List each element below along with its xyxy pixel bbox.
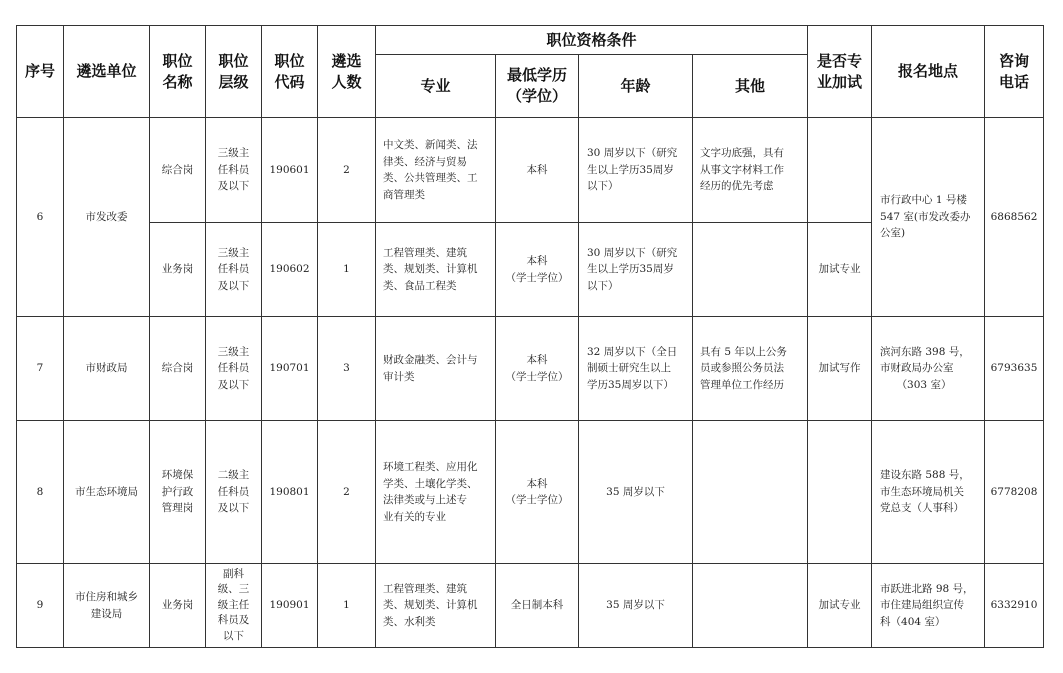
cell-registration-place: 市行政中心 1 号楼 547 室(市发改委办 公室): [872, 118, 985, 317]
cell-major: 财政金融类、会计与 审计类: [376, 317, 496, 421]
header-qualifications: 职位资格条件: [376, 26, 808, 55]
table-row: [17, 564, 1044, 648]
cell-other: 具有 5 年以上公务 员或参照公务员法 管理单位工作经历: [693, 317, 808, 421]
table-row: [17, 118, 1044, 223]
header-age: 年龄: [579, 55, 693, 118]
cell-major: 环境工程类、应用化 学类、土壤化学类、 法律类或与上述专 业有关的专业: [376, 421, 496, 564]
header-min-education: 最低学历 （学位）: [496, 55, 579, 118]
cell-position-name: 综合岗: [150, 317, 206, 421]
header-position-level: 职位 层级: [206, 26, 262, 118]
cell-education: 本科: [496, 118, 579, 223]
cell-unit: 市生态环境局: [64, 421, 150, 564]
header-position-name: 职位 名称: [150, 26, 206, 118]
header-registration-place: 报名地点: [872, 26, 985, 118]
cell-unit: 市财政局: [64, 317, 150, 421]
header-major: 专业: [376, 55, 496, 118]
cell-headcount: 2: [318, 421, 376, 564]
cell-education: 本科 （学士学位）: [496, 421, 579, 564]
cell-education: 全日制本科: [496, 564, 579, 648]
header-position-code: 职位 代码: [262, 26, 318, 118]
cell-other: [693, 421, 808, 564]
cell-position-level: 三级主 任科员 及以下: [206, 317, 262, 421]
cell-extra-exam: 加试写作: [808, 317, 872, 421]
cell-age: 30 周岁以下（研究 生以上学历35周岁 以下）: [579, 223, 693, 317]
cell-registration-place: 建设东路 588 号， 市生态环境局机关 党总支（人事科）: [872, 421, 985, 564]
cell-age: 32 周岁以下（全日 制硕士研究生以上 学历35周岁以下）: [579, 317, 693, 421]
cell-extra-exam: 加试专业: [808, 564, 872, 648]
cell-age: 30 周岁以下（研究 生以上学历35周岁 以下）: [579, 118, 693, 223]
cell-phone: 6332910: [985, 564, 1044, 648]
cell-other: [693, 564, 808, 648]
cell-extra-exam: [808, 421, 872, 564]
cell-phone: 6793635: [985, 317, 1044, 421]
cell-position-code: 190602: [262, 223, 318, 317]
table-row: [17, 421, 1044, 564]
cell-index: 7: [17, 317, 64, 421]
cell-position-name: 业务岗: [150, 564, 206, 648]
table-row: [17, 317, 1044, 421]
header-extra-exam: 是否专 业加试: [808, 26, 872, 118]
cell-unit: 市住房和城乡 建设局: [64, 564, 150, 648]
cell-age: 35 周岁以下: [579, 421, 693, 564]
cell-index: 6: [17, 118, 64, 317]
cell-position-level: 副科 级、三 级主任 科员及 以下: [206, 564, 262, 648]
cell-age: 35 周岁以下: [579, 564, 693, 648]
cell-unit: 市发改委: [64, 118, 150, 317]
header-phone: 咨询 电话: [985, 26, 1044, 118]
cell-position-code: 190601: [262, 118, 318, 223]
cell-extra-exam: [808, 118, 872, 223]
cell-position-code: 190901: [262, 564, 318, 648]
header-unit: 遴选单位: [64, 26, 150, 118]
cell-headcount: 1: [318, 564, 376, 648]
cell-major: 工程管理类、建筑 类、规划类、计算机 类、食品工程类: [376, 223, 496, 317]
cell-position-name: 环境保 护行政 管理岗: [150, 421, 206, 564]
cell-position-level: 三级主 任科员 及以下: [206, 118, 262, 223]
cell-extra-exam: 加试专业: [808, 223, 872, 317]
cell-headcount: 2: [318, 118, 376, 223]
cell-position-name: 业务岗: [150, 223, 206, 317]
header-other: 其他: [693, 55, 808, 118]
cell-education: 本科 （学士学位）: [496, 317, 579, 421]
header-headcount: 遴选 人数: [318, 26, 376, 118]
cell-position-code: 190701: [262, 317, 318, 421]
cell-headcount: 3: [318, 317, 376, 421]
cell-index: 8: [17, 421, 64, 564]
cell-registration-place: 市跃进北路 98 号， 市住建局组织宣传 科（404 室）: [872, 564, 985, 648]
cell-major: 中文类、新闻类、法 律类、经济与贸易 类、公共管理类、工 商管理类: [376, 118, 496, 223]
cell-index: 9: [17, 564, 64, 648]
cell-major: 工程管理类、建筑 类、规划类、计算机 类、水利类: [376, 564, 496, 648]
cell-registration-place: 滨河东路 398 号， 市财政局办公室 （303 室）: [872, 317, 985, 421]
cell-other: 文字功底强，具有 从事文字材料工作 经历的优先考虑: [693, 118, 808, 223]
cell-position-level: 二级主 任科员 及以下: [206, 421, 262, 564]
cell-phone: 6868562: [985, 118, 1044, 317]
cell-position-name: 综合岗: [150, 118, 206, 223]
cell-position-code: 190801: [262, 421, 318, 564]
cell-education: 本科 （学士学位）: [496, 223, 579, 317]
job-table: [16, 25, 1044, 648]
header-index: 序号: [17, 26, 64, 118]
cell-headcount: 1: [318, 223, 376, 317]
cell-phone: 6778208: [985, 421, 1044, 564]
cell-position-level: 三级主 任科员 及以下: [206, 223, 262, 317]
cell-other: [693, 223, 808, 317]
